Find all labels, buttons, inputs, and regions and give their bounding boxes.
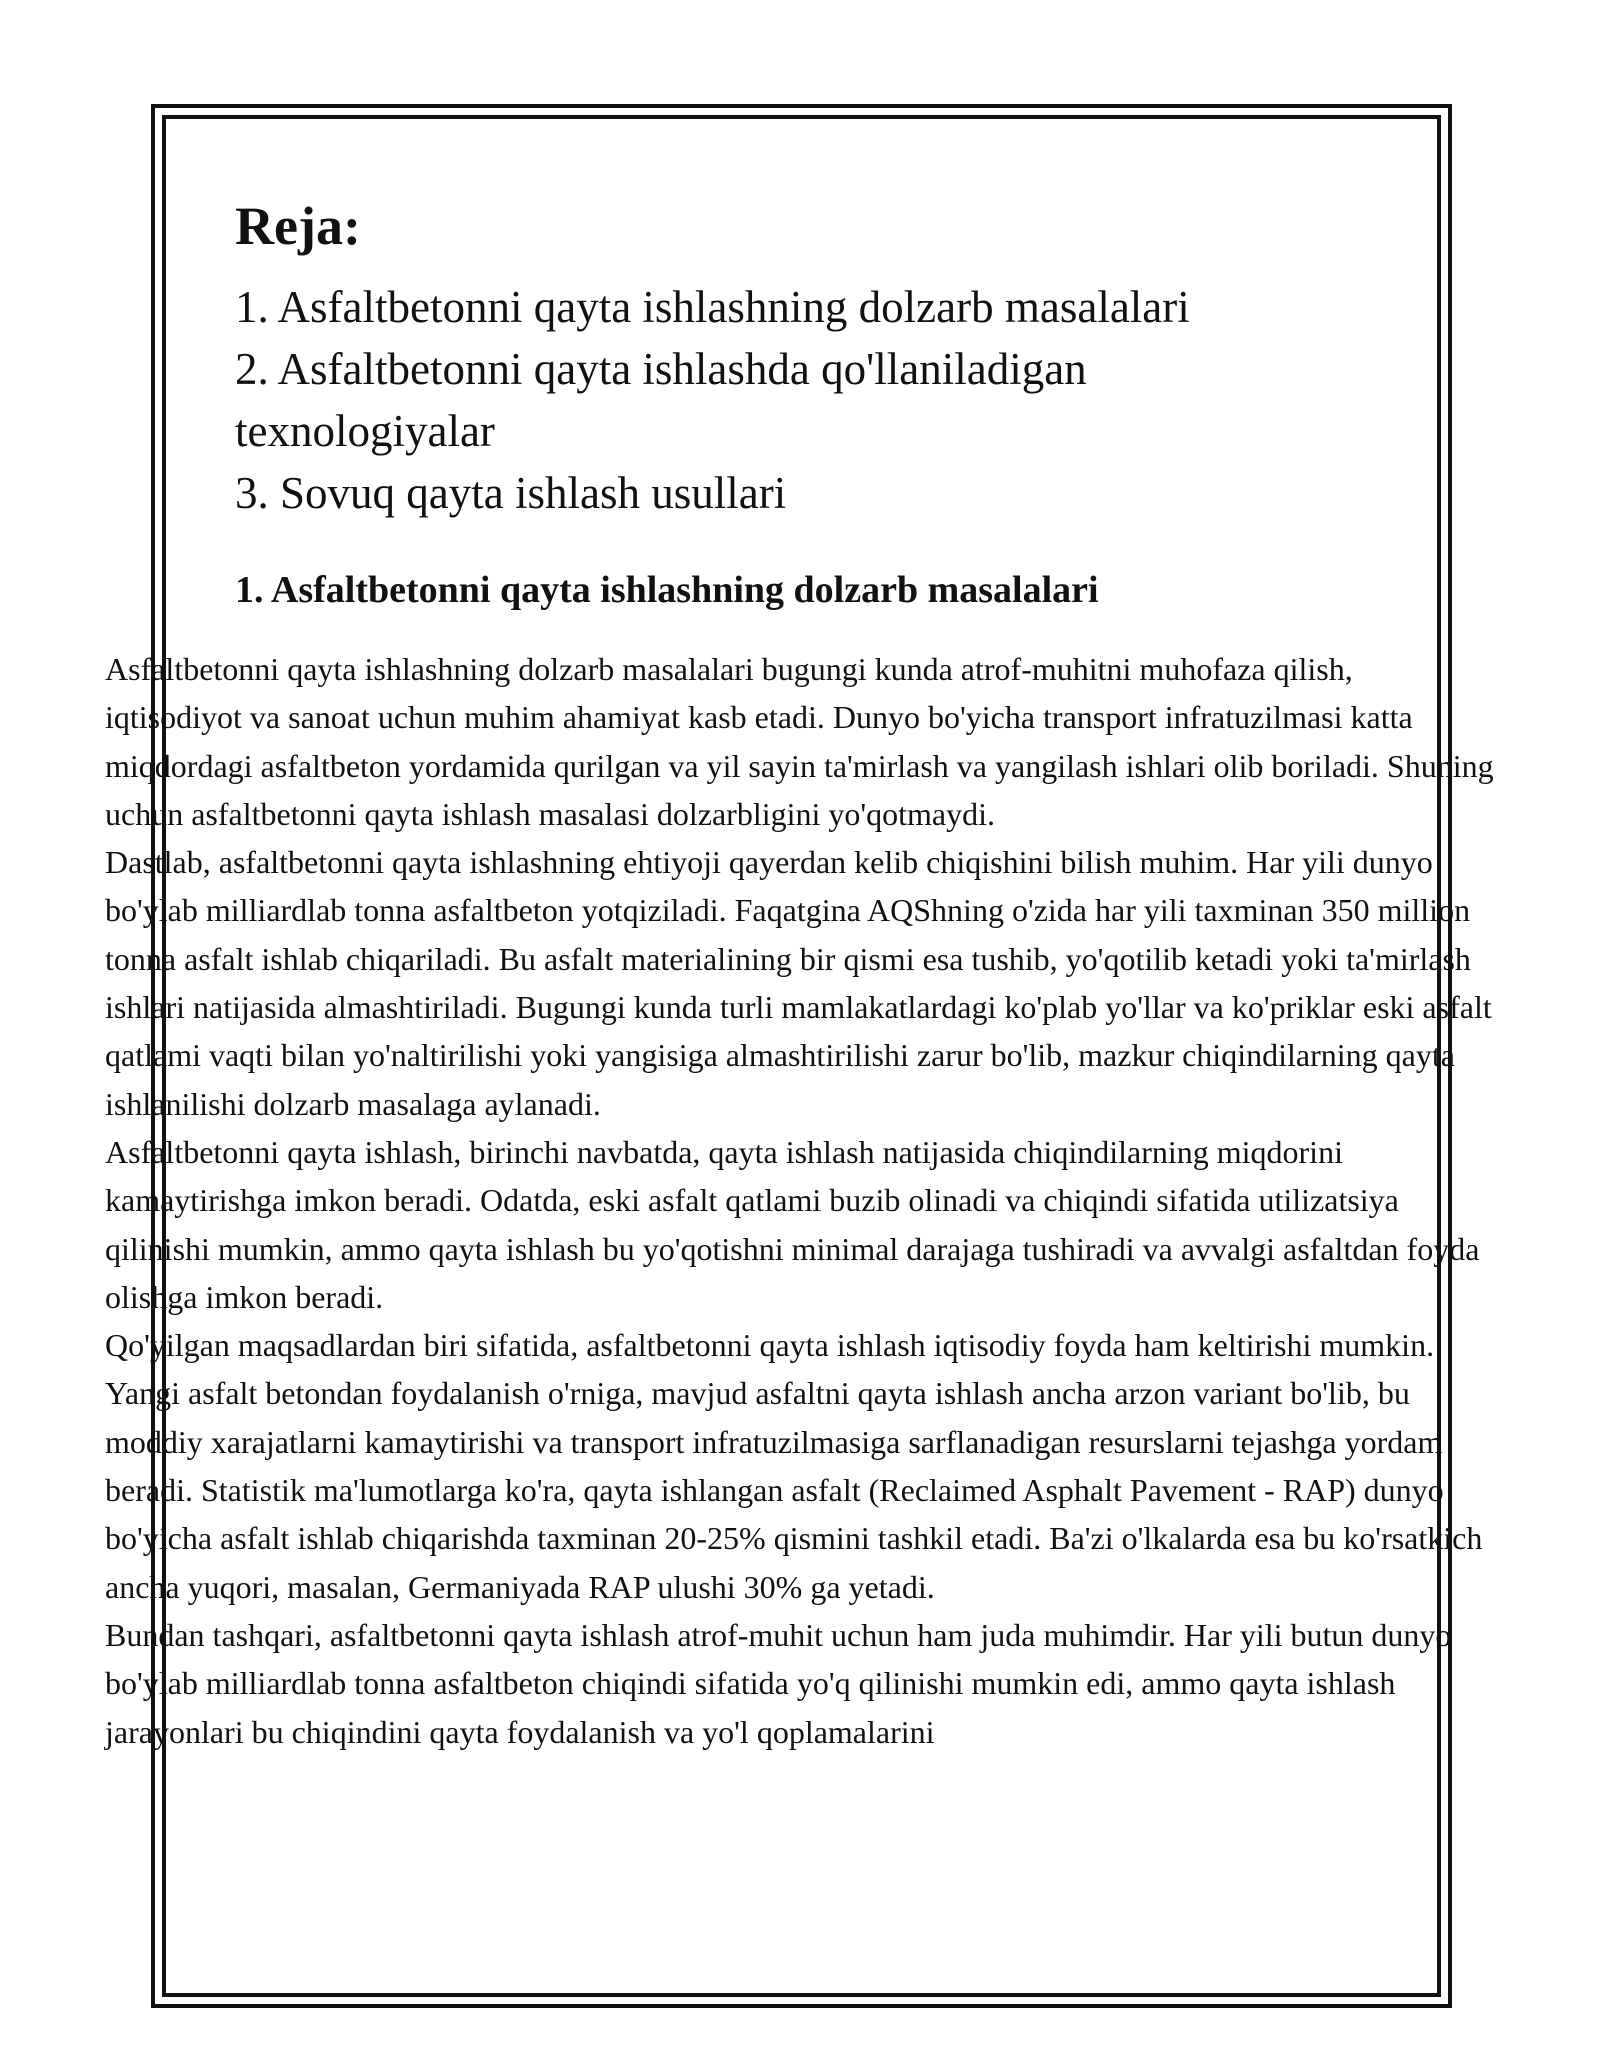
plan-heading: Reja:	[235, 196, 361, 256]
section-heading: 1. Asfaltbetonni qayta ishlashning dolzarb masalalari	[235, 569, 1099, 611]
plan-item: 2. Asfaltbetonni qayta ishlashda qo'llaniladigan texnologiyalar	[235, 344, 1087, 456]
paragraph: Asfaltbetonni qayta ishlash, birinchi navbatda, qayta ishlash natijasida chiqindilarning miqdorini kamaytirishga imkon beradi. Odatda, eski asfalt qatlami buzib olinadi va chiqindi sifatida utilizatsiya qilinishi mumkin, ammo qayta ishlash bu yo'qotishni minimal darajaga tushiradi va avvalgi asfaltdan foyda olishga imkon beradi.	[105, 1133, 1480, 1315]
paragraph: Qo'yilgan maqsadlardan biri sifatida, asfaltbetonni qayta ishlash iqtisodiy foyda ham keltirishi mumkin. Yangi asfalt betondan foydalanish o'rniga, mavjud asfaltni qayta ishlash ancha arzon variant bo'lib, bu moddiy xarajatlarni kamaytirishi va transport infratuzilmasiga sarflanadigan resurslarni tejashga yordam beradi. Statistik ma'lumotlarga ko'ra, qayta ishlangan asfalt (Reclaimed Asphalt Pavement - RAP) dunyo bo'yicha asfalt ishlab chiqarishda taxminan 20-25% qismini tashkil etadi. Ba'zi o'lkalarda esa bu ko'rsatkich ancha yuqori, masalan, Germaniyada RAP ulushi 30% ga yetadi.	[105, 1327, 1483, 1605]
paragraph: Bundan tashqari, asfaltbetonni qayta ishlash atrof-muhit uchun ham juda muhimdir. Har yili butun dunyo bo'ylab milliardlab tonna asfaltbeton chiqindi sifatida yo'q qilinishi mumkin edi, ammo qayta ishlash jarayonlari bu chiqindini qayta foydalanish va yo'l qoplamalarini	[105, 1616, 1452, 1750]
plan-item: 1. Asfaltbetonni qayta ishlashning dolzarb masalalari	[235, 282, 1190, 332]
paragraph: Dastlab, asfaltbetonni qayta ishlashning ehtiyoji qayerdan kelib chiqishini bilish muhim. Har yili dunyo bo'ylab milliardlab tonna asfaltbeton yotqiziladi. Faqatgina AQShning o'zida har yili taxminan 350 million tonna asfalt ishlab chiqariladi. Bu asfalt materialining bir qismi esa tushib, yo'qotilib ketadi yoki ta'mirlash ishlari natijasida almashtiriladi. Bugungi kunda turli mamlakatlardagi ko'plab yo'llar va ko'priklar eski asfalt qatlami vaqti bilan yo'naltirilishi yoki yangisiga almashtirilishi zarur bo'lib, mazkur chiqindilarning qayta ishlanilishi dolzarb masalaga aylanadi.	[105, 844, 1492, 1122]
paragraph: Asfaltbetonni qayta ishlashning dolzarb masalalari bugungi kunda atrof-muhitni muhofaza qilish, iqtisodiyot va sanoat uchun muhim ahamiyat kasb etadi. Dunyo bo'yicha transport infratuzilmasi katta miqdordagi asfaltbeton yordamida qurilgan va yil sayin ta'mirlash va yangilash ishlari olib boriladi. Shuning uchun asfaltbetonni qayta ishlash masalasi dolzarbligini yo'qotmaydi.	[105, 651, 1494, 832]
plan-block	[235, 188, 1335, 524]
plan-list	[235, 276, 1225, 524]
plan-item: 3. Sovuq qayta ishlash usullari	[235, 468, 787, 518]
section-body	[105, 645, 1497, 1756]
